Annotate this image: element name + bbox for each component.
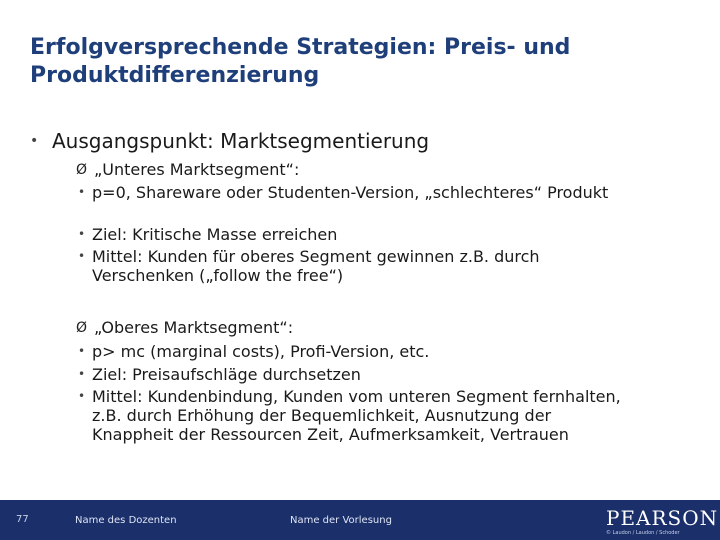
bullet-icon: • bbox=[78, 389, 86, 403]
bullet-icon: • bbox=[78, 344, 86, 358]
arrow-bullet-icon: Ø bbox=[76, 320, 88, 336]
page-number: 77 bbox=[16, 514, 29, 525]
bullet-icon: • bbox=[30, 133, 39, 149]
list-item-text: Ziel: Kritische Masse erreichen bbox=[92, 225, 338, 244]
bullet-icon: • bbox=[78, 367, 86, 381]
segment-heading-text: „Unteres Marktsegment“: bbox=[94, 160, 300, 179]
bullet-icon: • bbox=[78, 227, 86, 241]
bullet-icon: • bbox=[78, 249, 86, 263]
bullet-level1-text: Ausgangspunkt: Marktsegmentierung bbox=[52, 129, 430, 153]
pearson-logo: PEARSON bbox=[606, 506, 719, 530]
arrow-bullet-icon: Ø bbox=[76, 162, 88, 178]
list-item-text: p> mc (marginal costs), Profi-Version, etc. bbox=[92, 342, 430, 361]
copyright-text: © Laudon / Laudon / Schoder bbox=[606, 530, 680, 536]
list-item-text: Mittel: Kundenbindung, Kunden vom unteren Segment fernhalten, z.B. durch Erhöhung der Bequemlichkeit, Ausnutzung der Knappheit der Ressourcen Zeit, Aufmerksamkeit, Vertrauen bbox=[92, 387, 621, 444]
footer-bar bbox=[0, 500, 720, 540]
bullet-icon: • bbox=[78, 185, 86, 199]
lecturer-name: Name des Dozenten bbox=[75, 515, 177, 526]
list-item-text: p=0, Shareware oder Studenten-Version, „schlechteres“ Produkt bbox=[92, 183, 609, 202]
course-name: Name der Vorlesung bbox=[290, 515, 392, 526]
list-item-text: Ziel: Preisaufschläge durchsetzen bbox=[92, 365, 361, 384]
list-item-text: Mittel: Kunden für oberes Segment gewinnen z.B. durch Verschenken („follow the free“) bbox=[92, 247, 540, 285]
slide-title: Erfolgversprechende Strategien: Preis- und Produktdifferenzierung bbox=[30, 35, 571, 88]
segment-heading-text: „Oberes Marktsegment“: bbox=[94, 318, 294, 337]
